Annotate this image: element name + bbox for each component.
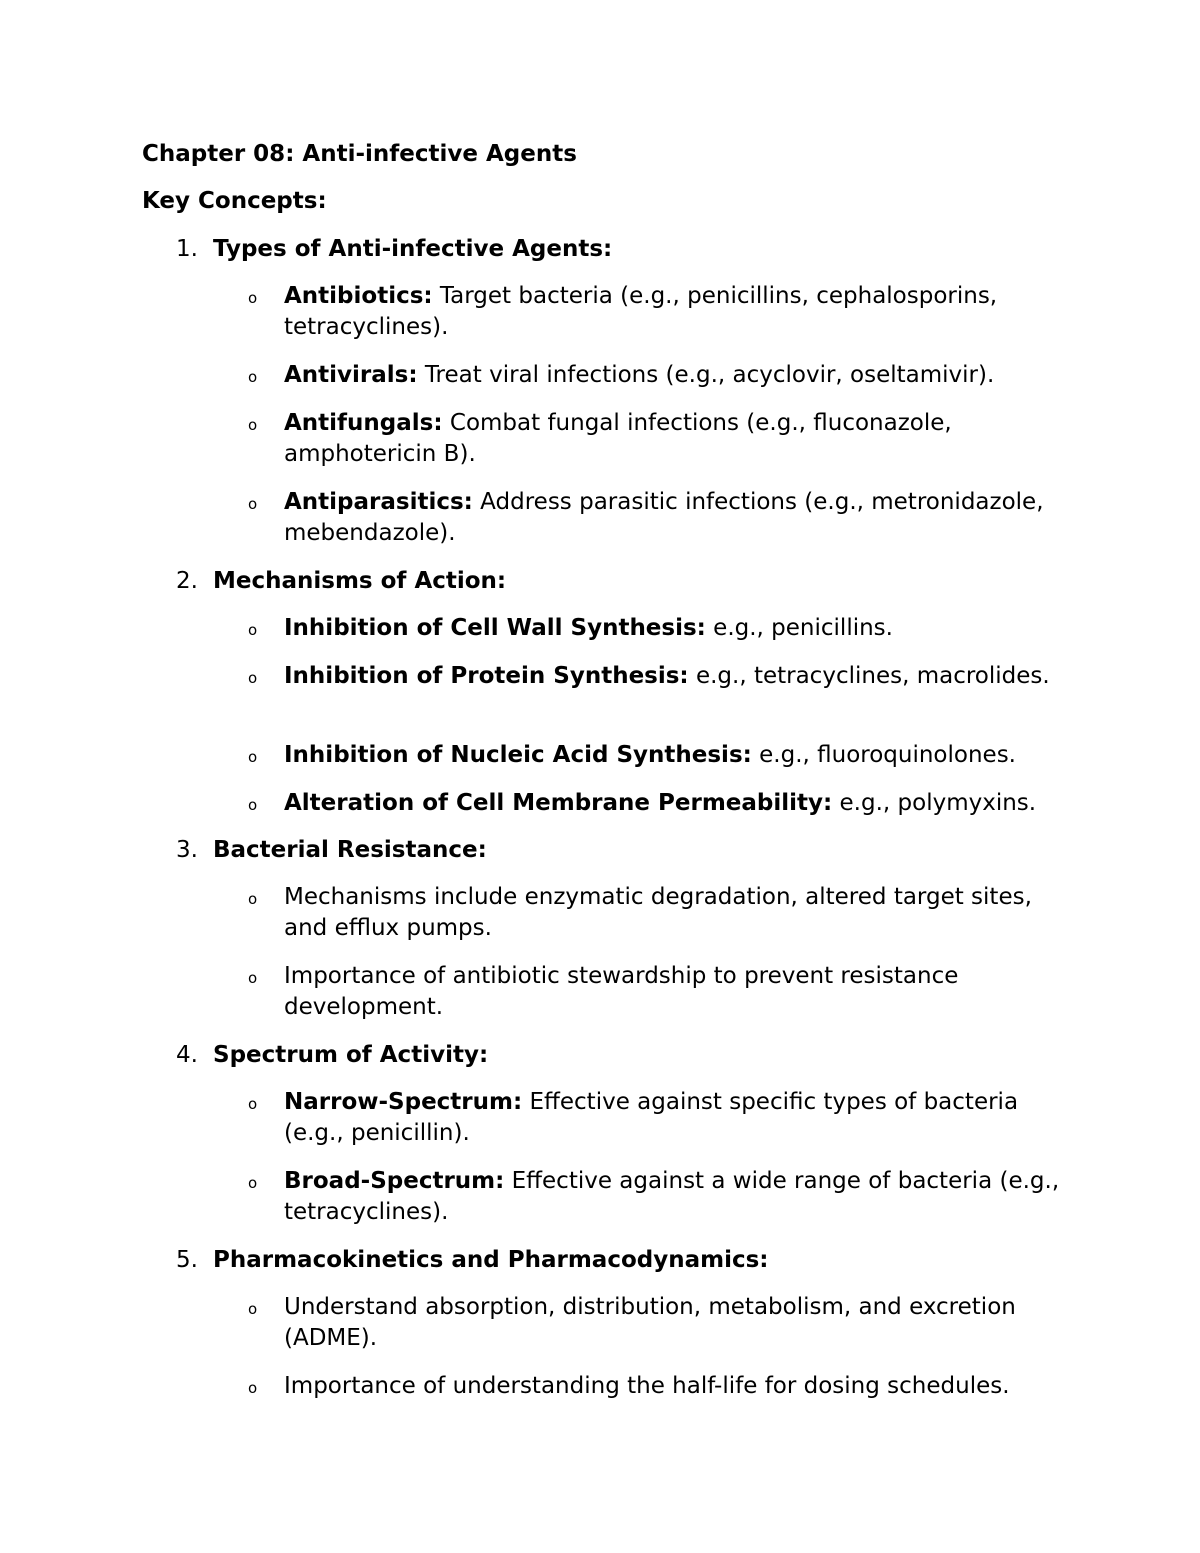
section-heading-1 — [176, 234, 612, 265]
section-title: Mechanisms of Action: — [213, 568, 507, 594]
bullet-marker: o — [248, 1174, 258, 1192]
section-heading-4 — [176, 1040, 488, 1071]
list-item-text — [284, 882, 1074, 944]
list-item-description: e.g., tetracyclines, macrolides. — [688, 663, 1050, 689]
key-concepts-heading: Key Concepts: — [142, 188, 327, 214]
list-item-description: Effective against a wide range of bacteria (e.g., tetracyclines). — [284, 1168, 1060, 1225]
bullet-marker: o — [248, 748, 258, 766]
list-item-description: Combat fungal infections (e.g., fluconazole, amphotericin B). — [284, 410, 952, 467]
bullet-marker: o — [248, 1379, 258, 1397]
list-item-term: Inhibition of Cell Wall Synthesis: — [284, 615, 706, 641]
list-item-text — [284, 1166, 1074, 1228]
section-title: Spectrum of Activity: — [213, 1042, 489, 1068]
section-title: Bacterial Resistance: — [213, 837, 487, 863]
list-item-term: Antifungals: — [284, 410, 443, 436]
section-title: Types of Anti-infective Agents: — [213, 236, 613, 262]
section-number: 4. — [176, 1042, 198, 1068]
list-item-text — [284, 360, 1074, 391]
list-item-description: Importance of understanding the half-life for dosing schedules. — [284, 1373, 1010, 1399]
list-item-text — [284, 740, 1074, 771]
list-item-text — [284, 661, 1074, 692]
section-number: 2. — [176, 568, 198, 594]
list-item-term: Antibiotics: — [284, 283, 433, 309]
list-item-term: Inhibition of Nucleic Acid Synthesis: — [284, 742, 752, 768]
list-item-text — [284, 281, 1074, 343]
bullet-marker: o — [248, 368, 258, 386]
list-item-description: e.g., fluoroquinolones. — [751, 742, 1016, 768]
section-number: 1. — [176, 236, 198, 262]
bullet-marker: o — [248, 669, 258, 687]
section-heading-3 — [176, 835, 487, 866]
list-item-description: e.g., polymyxins. — [832, 790, 1037, 816]
list-item-text — [284, 613, 1074, 644]
list-item-text — [284, 1371, 1074, 1402]
bullet-marker: o — [248, 289, 258, 307]
list-item-term: Antiparasitics: — [284, 489, 473, 515]
list-item-description: Address parasitic infections (e.g., metronidazole, mebendazole). — [284, 489, 1044, 546]
list-item-description: e.g., penicillins. — [705, 615, 893, 641]
list-item-description: Understand absorption, distribution, metabolism, and excretion (ADME). — [284, 1294, 1016, 1351]
list-item-text — [284, 961, 1074, 1023]
list-item-description: Treat viral infections (e.g., acyclovir, oseltamivir). — [417, 362, 995, 388]
bullet-marker: o — [248, 416, 258, 434]
bullet-marker: o — [248, 796, 258, 814]
bullet-marker: o — [248, 621, 258, 639]
bullet-marker: o — [248, 495, 258, 513]
list-item-term: Inhibition of Protein Synthesis: — [284, 663, 689, 689]
list-item-term: Narrow-Spectrum: — [284, 1089, 523, 1115]
list-item-text — [284, 1087, 1074, 1149]
list-item-description: Effective against specific types of bacteria (e.g., penicillin). — [284, 1089, 1019, 1146]
list-item-description: Target bacteria (e.g., penicillins, cephalosporins, tetracyclines). — [284, 283, 998, 340]
list-item-description: Importance of antibiotic stewardship to prevent resistance development. — [284, 963, 959, 1020]
list-item-term: Alteration of Cell Membrane Permeability: — [284, 790, 833, 816]
list-item-text — [284, 408, 1074, 470]
document-title: Chapter 08: Anti-infective Agents — [142, 141, 577, 167]
list-item-text — [284, 1292, 1074, 1354]
bullet-marker: o — [248, 890, 258, 908]
bullet-marker: o — [248, 1095, 258, 1113]
section-number: 5. — [176, 1247, 198, 1273]
list-item-description: Mechanisms include enzymatic degradation, altered target sites, and efflux pumps. — [284, 884, 1032, 941]
list-item-text — [284, 788, 1074, 819]
list-item-term: Broad-Spectrum: — [284, 1168, 505, 1194]
section-number: 3. — [176, 837, 198, 863]
section-heading-5 — [176, 1245, 768, 1276]
list-item-term: Antivirals: — [284, 362, 418, 388]
bullet-marker: o — [248, 1300, 258, 1318]
section-heading-2 — [176, 566, 506, 597]
list-item-text — [284, 487, 1074, 549]
section-title: Pharmacokinetics and Pharmacodynamics: — [213, 1247, 769, 1273]
bullet-marker: o — [248, 969, 258, 987]
